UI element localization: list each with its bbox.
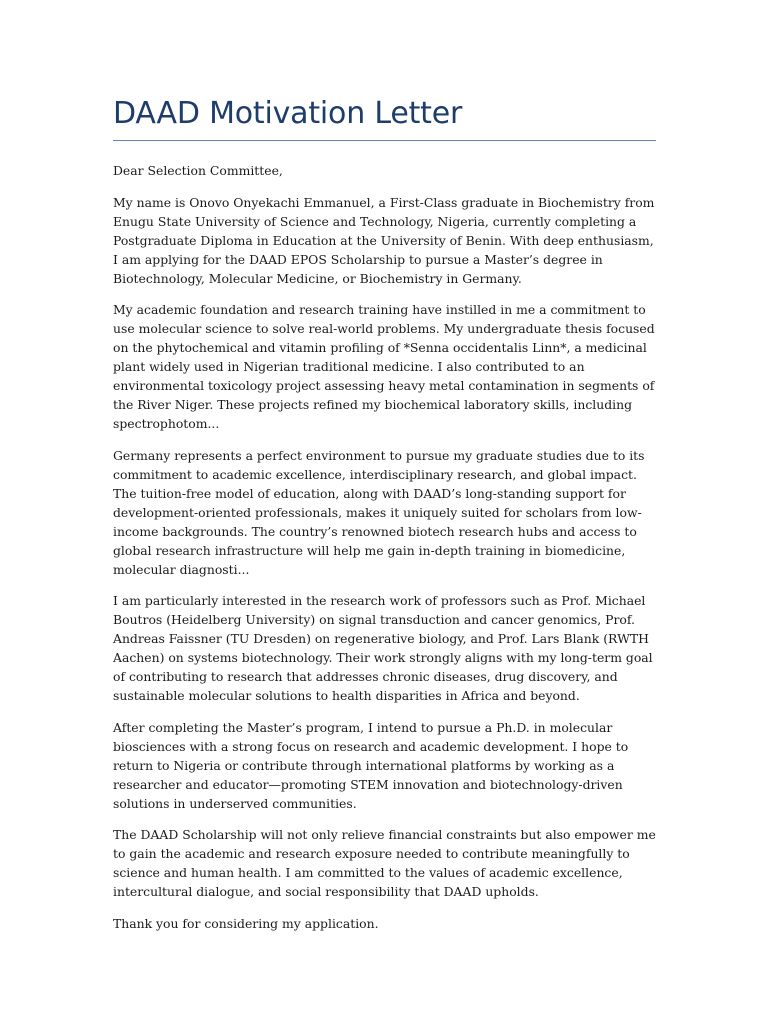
paragraph-introduction: My name is Onovo Onyekachi Emmanuel, a First-Class graduate in Biochemistry from Enugu State University of Science and Technology, Nigeria, currently completing a Postgraduate Diploma in Education at the University of Benin. With deep enthusiasm, I am applying for the DAAD EPOS Scholarship to pursue a Master’s degree in Biotechnology, Molecular Medicine, or Biochemistry in Germany.	[113, 194, 655, 286]
paragraph-research-interests: I am particularly interested in the research work of professors such as Prof. Michael Boutros (Heidelberg University) on signal transduction and cancer genomics, Prof. Andreas Faissner (TU Dresden) on regenerative biology, and Prof. Lars Blank (RWTH Aachen) on systems biotechnology. Their work strongly aligns with my long-term goal of contributing to research that addresses chronic diseases, drug discovery, and sustainable molecular solutions to health disparities in Africa and beyond.	[113, 593, 653, 703]
closing-line: Thank you for considering my application.	[113, 915, 379, 931]
title-divider	[113, 140, 656, 141]
paragraph-scholarship-impact: The DAAD Scholarship will not only relieve financial constraints but also empower me to gain the academic and research exposure needed to contribute meaningfully to science and human health. I am committed to the values of academic excellence, intercultural dialogue, and social responsibility that DAAD upholds.	[113, 827, 656, 899]
salutation: Dear Selection Committee,	[113, 163, 283, 178]
paragraph-academic-background: My academic foundation and research training have instilled in me a commitment to use molecular science to solve real-world problems. My undergraduate thesis focused on the phytochemical and vitamin profiling of *Senna occidentalis Linn*, a medicinal plant widely used in Nigerian traditional medicine. I also contributed to an environmental toxicology project assessing heavy metal contamination in segments of the River Niger. These projects refined my biochemical laboratory skills, including spectrophotom...	[113, 302, 655, 431]
document-title: DAAD Motivation Letter	[113, 96, 463, 131]
paragraph-future-plans: After completing the Master’s program, I intend to pursue a Ph.D. in molecular biosciences with a strong focus on research and academic development. I hope to return to Nigeria or contribute through international platforms by working as a researcher and educator—promoting STEM innovation and biotechnology-driven solutions in underserved communities.	[113, 719, 629, 811]
document-page	[113, 94, 656, 945]
paragraph-why-germany: Germany represents a perfect environment to pursue my graduate studies due to its commitment to academic excellence, interdisciplinary research, and global impact. The tuition-free model of education, along with DAAD’s long-standing support for development-oriented professionals, makes it uniquely suited for scholars from low-income backgrounds. The country’s renowned biotech research hubs and access to global research infrastructure will help me gain in-depth training in biomedicine, molecular diagnosti...	[113, 447, 645, 577]
